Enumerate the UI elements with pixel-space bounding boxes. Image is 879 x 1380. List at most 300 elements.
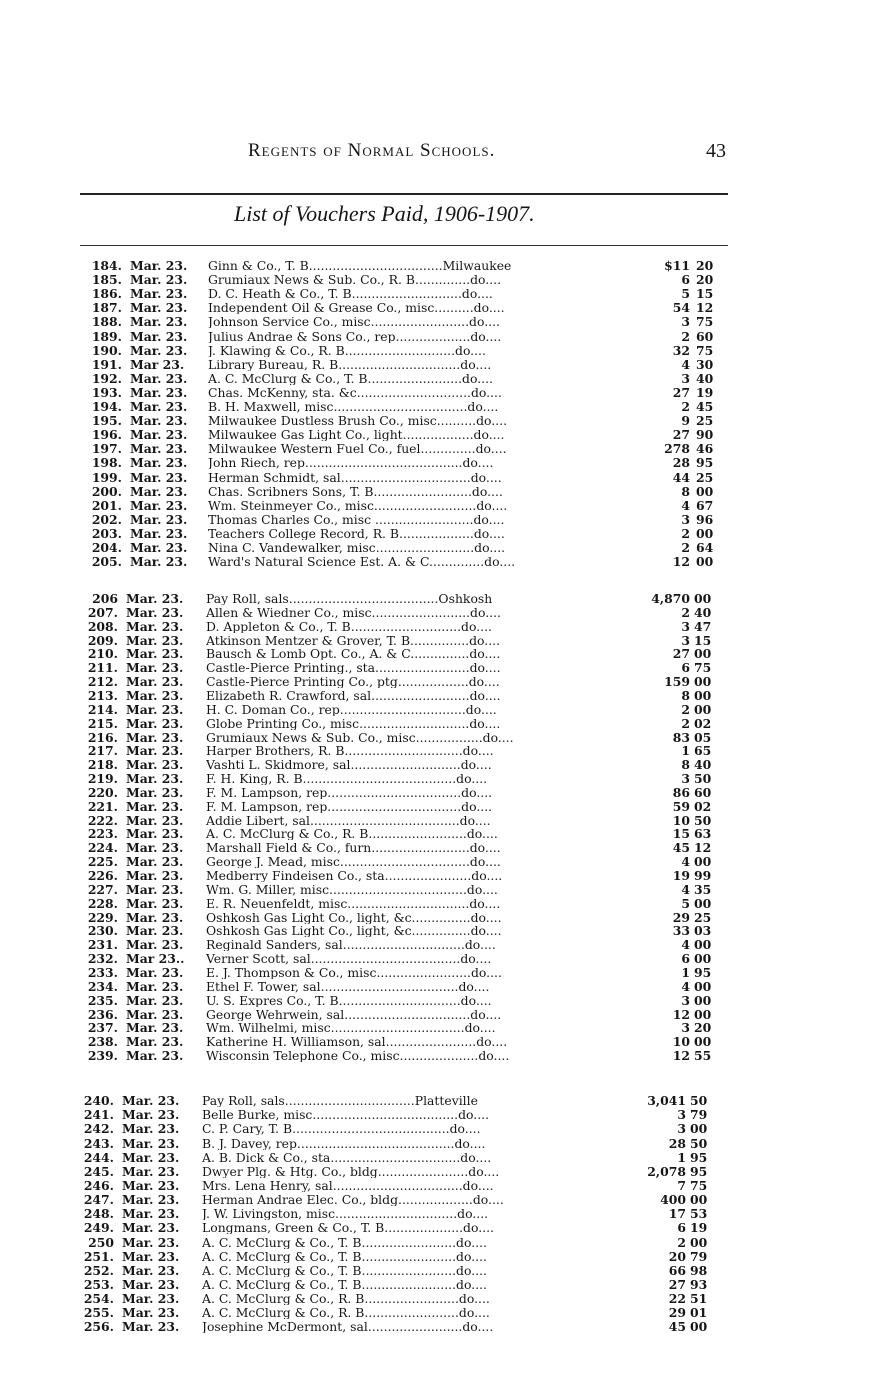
voucher-number: 209.	[87, 632, 118, 648]
voucher-number: 243.	[83, 1135, 114, 1151]
voucher-date: Mar. 23.	[130, 413, 188, 429]
amount-cents: 60	[694, 784, 712, 800]
voucher-date: Mar. 23.	[126, 646, 184, 662]
voucher-date: Mar. 23.	[130, 399, 188, 414]
amount-cents: 00	[694, 591, 712, 606]
amount-cents: 75	[690, 1177, 708, 1193]
amount-cents: 00	[694, 674, 712, 690]
voucher-description: John Riech, rep........................................do....	[208, 456, 494, 470]
amount-dollars: 45	[668, 1319, 686, 1335]
voucher-row	[0, 301, 879, 314]
voucher-row	[0, 883, 879, 896]
title-rule	[80, 245, 728, 246]
voucher-number: 204.	[91, 540, 122, 555]
amount-dollars: 2,078	[647, 1163, 686, 1179]
amount-cents: 00	[694, 1034, 712, 1050]
voucher-description: Vashti L. Skidmore, sal............................do....	[206, 758, 492, 772]
voucher-row	[0, 620, 879, 633]
voucher-description: Allen & Wiedner Co., misc.........................do....	[206, 605, 501, 619]
voucher-date: Mar. 23.	[126, 757, 184, 773]
voucher-description: A. C. McClurg & Co., T. B........................do....	[202, 1249, 487, 1263]
voucher-number: 210.	[87, 646, 118, 662]
amount-dollars: 54	[672, 300, 690, 316]
voucher-date: Mar. 23.	[126, 771, 184, 786]
voucher-number: 234.	[87, 978, 118, 994]
amount-cents: 50	[694, 771, 712, 786]
voucher-description: Globe Printing Co., misc............................do....	[206, 716, 501, 730]
voucher-description: Castle-Pierce Printing Co., ptg..................do....	[206, 675, 500, 689]
amount-dollars: 28	[668, 1135, 686, 1151]
voucher-date: Mar. 23.	[126, 895, 184, 911]
amount-cents: 75	[694, 660, 712, 676]
voucher-date: Mar. 23.	[122, 1220, 180, 1236]
amount-cents: 67	[696, 497, 714, 513]
voucher-description: Castle-Pierce Printing., sta........................do....	[206, 661, 501, 675]
voucher-date: Mar. 23.	[126, 784, 184, 800]
voucher-row	[0, 287, 879, 300]
voucher-date: Mar. 23.	[122, 1093, 180, 1108]
voucher-row	[0, 1320, 879, 1333]
voucher-description: Belle Burke, misc.....................................do....	[202, 1108, 490, 1122]
voucher-row	[0, 541, 879, 554]
voucher-date: Mar. 23.	[126, 992, 184, 1008]
amount-cents: 40	[694, 604, 712, 620]
voucher-row	[0, 386, 879, 399]
voucher-description: Elizabeth R. Crawford, sal.........................do....	[206, 689, 501, 702]
amount-dollars: 2	[681, 715, 690, 731]
voucher-number: 198.	[91, 455, 122, 471]
voucher-number: 224.	[87, 840, 118, 856]
voucher-row	[0, 1306, 879, 1319]
amount-dollars: 4	[681, 881, 690, 897]
amount-cents: 95	[696, 455, 714, 471]
voucher-description: F. M. Lampson, rep..................................do....	[206, 799, 493, 813]
voucher-date: Mar. 23.	[126, 798, 184, 814]
amount-dollars: 44	[672, 469, 690, 485]
voucher-number: 252.	[83, 1262, 114, 1278]
amount-dollars: 2	[677, 1234, 686, 1250]
voucher-description: Milwaukee Gas Light Co., light..................do....	[208, 428, 505, 442]
voucher-description: A. B. Dick & Co., sta.................................do....	[202, 1150, 492, 1164]
voucher-description: E. R. Neuenfeldt, misc...............................do....	[206, 896, 501, 910]
amount-cents: 19	[690, 1220, 708, 1236]
voucher-row	[0, 938, 879, 951]
amount-dollars: 22	[668, 1291, 686, 1307]
voucher-number: 240.	[83, 1093, 114, 1108]
voucher-number: 207.	[87, 604, 118, 620]
voucher-description: Ward's Natural Science Est. A. & C..............do....	[208, 555, 516, 569]
voucher-description: Wisconsin Telephone Co., misc....................do....	[206, 1049, 510, 1063]
voucher-number: 212.	[87, 674, 118, 690]
voucher-date: Mar. 23.	[130, 483, 188, 499]
voucher-description: Herman Andrae Elec. Co., bldg...................do....	[202, 1193, 504, 1206]
amount-dollars: 59	[672, 798, 690, 814]
voucher-description: Addie Libert, sal......................................do....	[206, 813, 491, 827]
amount-cents: 00	[694, 978, 712, 994]
amount-dollars: 8	[681, 483, 690, 499]
voucher-row	[0, 1008, 879, 1021]
voucher-description: A. C. McClurg & Co., T. B........................do....	[208, 371, 493, 385]
voucher-description: Library Bureau, R. B...............................do....	[208, 357, 492, 371]
voucher-row	[0, 527, 879, 540]
amount-dollars: 10	[672, 812, 690, 828]
amount-cents: 20	[694, 1020, 712, 1036]
voucher-date: Mar. 23.	[126, 840, 184, 856]
voucher-number: 233.	[87, 964, 118, 980]
amount-dollars: 19	[672, 868, 690, 883]
voucher-description: Julius Andrae & Sons Co., rep...................do....	[208, 329, 502, 343]
amount-dollars: 10	[672, 1034, 690, 1050]
voucher-description: Medberry Findeisen Co., sta......................do....	[206, 869, 503, 882]
voucher-number: 200.	[91, 483, 122, 499]
amount-cents: 02	[694, 715, 712, 731]
voucher-description: Independent Oil & Grease Co., misc..........do....	[208, 301, 505, 315]
voucher-number: 228.	[87, 895, 118, 911]
amount-dollars: 3,041	[647, 1093, 686, 1108]
voucher-description: George Wehrwein, sal................................do....	[206, 1007, 502, 1021]
voucher-date: Mar. 23.	[122, 1305, 180, 1321]
amount-dollars: 4,870	[651, 591, 690, 606]
voucher-number: 242.	[83, 1121, 114, 1137]
voucher-row	[0, 555, 879, 568]
voucher-description: Nina C. Vandewalker, misc.........................do....	[208, 541, 506, 554]
amount-dollars: 4	[681, 937, 690, 953]
voucher-number: 219.	[87, 771, 118, 786]
voucher-number: 188.	[91, 314, 122, 330]
voucher-number: 203.	[91, 525, 122, 541]
amount-dollars: 3	[681, 1020, 690, 1036]
voucher-row	[0, 499, 879, 512]
voucher-description: Katherine H. Williamson, sal.......................do....	[206, 1035, 508, 1049]
amount-cents: 00	[696, 554, 714, 570]
voucher-date: Mar. 23.	[122, 1262, 180, 1278]
amount-cents: 95	[694, 964, 712, 980]
voucher-description: Grumiaux News & Sub. Co., R. B..............do....	[208, 273, 502, 287]
voucher-number: 201.	[91, 497, 122, 513]
voucher-row	[0, 1049, 879, 1062]
amount-dollars: 27	[672, 646, 690, 662]
voucher-date: Mar. 23.	[130, 441, 188, 457]
voucher-number: 250	[88, 1234, 114, 1250]
amount-cents: 00	[694, 937, 712, 953]
voucher-date: Mar. 23.	[122, 1121, 180, 1137]
amount-cents: 53	[690, 1206, 708, 1222]
voucher-description: Josephine McDermont, sal........................do....	[202, 1320, 494, 1334]
amount-dollars: 2	[681, 604, 690, 620]
voucher-description: A. C. McClurg & Co., R. B........................do....	[202, 1292, 490, 1306]
voucher-description: A. C. McClurg & Co., T. B........................do....	[202, 1263, 487, 1277]
voucher-number: 213.	[87, 688, 118, 703]
voucher-date: Mar. 23.	[130, 455, 188, 471]
voucher-date: Mar. 23.	[130, 511, 188, 527]
voucher-date: Mar. 23.	[122, 1248, 180, 1264]
amount-cents: 93	[690, 1277, 708, 1292]
voucher-date: Mar. 23.	[130, 314, 188, 330]
running-header: Regents of Normal Schools.	[248, 140, 496, 161]
voucher-number: 206	[92, 591, 118, 606]
voucher-row	[0, 786, 879, 799]
voucher-row	[0, 758, 879, 771]
voucher-number: 195.	[91, 413, 122, 429]
voucher-date: Mar. 23.	[130, 258, 188, 273]
voucher-description: Oshkosh Gas Light Co., light, &c...............do....	[206, 924, 502, 938]
voucher-description: Milwaukee Dustless Brush Co., misc..........do....	[208, 414, 508, 428]
voucher-description: Johnson Service Co., misc.........................do....	[208, 315, 500, 329]
amount-cents: 95	[690, 1163, 708, 1179]
amount-dollars: 6	[681, 660, 690, 676]
voucher-number: 190.	[91, 342, 122, 358]
voucher-date: Mar. 23.	[126, 937, 184, 953]
voucher-date: Mar. 23.	[122, 1234, 180, 1250]
voucher-number: 196.	[91, 427, 122, 443]
voucher-number: 214.	[87, 701, 118, 717]
amount-dollars: $11	[664, 258, 690, 273]
voucher-row	[0, 772, 879, 785]
amount-cents: 00	[694, 646, 712, 662]
amount-cents: 12	[696, 300, 714, 316]
amount-dollars: 400	[660, 1192, 686, 1207]
voucher-date: Mar. 23.	[126, 978, 184, 994]
amount-cents: 46	[696, 441, 714, 457]
voucher-number: 232.	[87, 951, 118, 967]
voucher-row	[0, 372, 879, 385]
voucher-date: Mar. 23.	[122, 1163, 180, 1179]
voucher-row	[0, 1221, 879, 1234]
voucher-number: 225.	[87, 854, 118, 870]
voucher-description: Harper Brothers, R. B..............................do....	[206, 744, 494, 758]
voucher-date: Mar. 23.	[126, 964, 184, 980]
amount-cents: 00	[694, 1006, 712, 1022]
voucher-date: Mar. 23.	[126, 868, 184, 883]
voucher-row	[0, 952, 879, 965]
voucher-number: 227.	[87, 881, 118, 897]
voucher-number: 189.	[91, 328, 122, 344]
amount-cents: 98	[690, 1262, 708, 1278]
voucher-description: Bausch & Lomb Opt. Co., A. & C...............do....	[206, 647, 501, 661]
voucher-row	[0, 606, 879, 619]
amount-cents: 40	[696, 370, 714, 386]
voucher-date: Mar. 23.	[126, 909, 184, 925]
voucher-date: Mar. 23.	[126, 632, 184, 648]
amount-cents: 05	[694, 729, 712, 745]
amount-dollars: 3	[681, 314, 690, 330]
voucher-row	[0, 344, 879, 357]
voucher-row	[0, 647, 879, 660]
amount-cents: 25	[694, 909, 712, 925]
voucher-row	[0, 1193, 879, 1206]
voucher-number: 211.	[87, 660, 118, 676]
amount-dollars: 7	[677, 1177, 686, 1193]
amount-dollars: 8	[681, 688, 690, 703]
amount-dollars: 29	[672, 909, 690, 925]
voucher-row	[0, 1021, 879, 1034]
voucher-row	[0, 703, 879, 716]
voucher-description: Atkinson Mentzer & Grover, T. B...............do....	[206, 633, 501, 647]
amount-cents: 40	[694, 757, 712, 773]
voucher-number: 208.	[87, 618, 118, 634]
amount-cents: 00	[694, 854, 712, 870]
amount-dollars: 2	[681, 525, 690, 541]
voucher-row	[0, 442, 879, 455]
voucher-number: 186.	[91, 286, 122, 302]
voucher-row	[0, 513, 879, 526]
voucher-date: Mar. 23.	[126, 1034, 184, 1050]
voucher-description: F. H. King, R. B.......................................do....	[206, 772, 488, 785]
voucher-date: Mar. 23.	[122, 1291, 180, 1307]
amount-cents: 02	[694, 798, 712, 814]
amount-cents: 00	[696, 525, 714, 541]
voucher-date: Mar. 23.	[126, 1006, 184, 1022]
voucher-number: 238.	[87, 1034, 118, 1050]
amount-cents: 00	[694, 951, 712, 967]
header-rule	[80, 193, 728, 195]
voucher-description: Oshkosh Gas Light Co., light, &c...............do....	[206, 910, 502, 924]
amount-dollars: 3	[681, 511, 690, 527]
amount-dollars: 28	[672, 455, 690, 471]
amount-cents: 90	[696, 427, 714, 443]
voucher-row	[0, 897, 879, 910]
voucher-number: 217.	[87, 743, 118, 759]
voucher-row	[0, 1094, 879, 1107]
amount-dollars: 3	[681, 618, 690, 634]
amount-cents: 50	[690, 1093, 708, 1108]
voucher-row	[0, 966, 879, 979]
amount-cents: 79	[690, 1248, 708, 1264]
voucher-date: Mar. 23.	[126, 826, 184, 842]
voucher-date: Mar. 23.	[126, 660, 184, 676]
voucher-row	[0, 1165, 879, 1178]
voucher-date: Mar. 23.	[130, 370, 188, 386]
voucher-date: Mar. 23.	[122, 1277, 180, 1292]
voucher-date: Mar. 23.	[126, 854, 184, 870]
voucher-description: B. J. Davey, rep........................................do....	[202, 1136, 486, 1150]
voucher-date: Mar. 23.	[126, 715, 184, 731]
voucher-row	[0, 428, 879, 441]
voucher-date: Mar. 23.	[126, 591, 184, 606]
amount-cents: 00	[690, 1319, 708, 1335]
amount-cents: 64	[696, 540, 714, 555]
amount-dollars: 17	[668, 1206, 686, 1222]
voucher-description: A. C. McClurg & Co., T. B........................do....	[202, 1235, 487, 1249]
voucher-number: 199.	[91, 469, 122, 485]
voucher-date: Mar. 23.	[126, 618, 184, 634]
voucher-number: 205.	[91, 554, 122, 570]
amount-cents: 75	[696, 314, 714, 330]
voucher-date: Mar. 23.	[122, 1206, 180, 1222]
voucher-description: Milwaukee Western Fuel Co., fuel..............do....	[208, 442, 507, 456]
voucher-date: Mar 23.	[130, 356, 185, 372]
voucher-number: 194.	[91, 399, 122, 414]
voucher-row	[0, 675, 879, 688]
voucher-date: Mar. 23.	[130, 300, 188, 316]
voucher-description: Reginald Sanders, sal...............................do....	[206, 938, 496, 952]
voucher-row	[0, 1207, 879, 1220]
amount-dollars: 5	[681, 895, 690, 911]
voucher-description: C. P. Cary, T. B........................................do....	[202, 1122, 481, 1136]
amount-dollars: 6	[677, 1220, 686, 1236]
voucher-description: Marshall Field & Co., furn.........................do....	[206, 841, 501, 855]
voucher-row	[0, 592, 879, 605]
voucher-row	[0, 358, 879, 371]
amount-dollars: 15	[672, 826, 690, 842]
voucher-row	[0, 1278, 879, 1291]
amount-cents: 63	[694, 826, 712, 842]
voucher-description: E. J. Thompson & Co., misc........................do....	[206, 965, 502, 979]
amount-dollars: 20	[668, 1248, 686, 1264]
voucher-description: Wm. Steinmeyer Co., misc..........................do....	[208, 498, 508, 512]
voucher-row	[0, 1179, 879, 1192]
amount-cents: 12	[694, 840, 712, 856]
amount-dollars: 4	[681, 497, 690, 513]
amount-cents: 00	[690, 1121, 708, 1137]
voucher-row	[0, 980, 879, 993]
amount-dollars: 3	[681, 632, 690, 648]
amount-cents: 00	[696, 483, 714, 499]
voucher-date: Mar. 23.	[126, 688, 184, 703]
voucher-description: Wm. Wilhelmi, misc..................................do....	[206, 1021, 496, 1035]
voucher-number: 184.	[91, 258, 122, 273]
voucher-number: 253.	[83, 1277, 114, 1292]
voucher-number: 247.	[83, 1192, 114, 1207]
amount-dollars: 83	[672, 729, 690, 745]
amount-dollars: 1	[681, 743, 690, 759]
voucher-number: 193.	[91, 384, 122, 400]
amount-dollars: 3	[681, 992, 690, 1008]
voucher-description: F. M. Lampson, rep..................................do....	[206, 785, 493, 799]
voucher-row	[0, 1137, 879, 1150]
amount-dollars: 1	[681, 964, 690, 980]
amount-cents: 00	[690, 1234, 708, 1250]
voucher-number: 223.	[87, 826, 118, 842]
voucher-row	[0, 1236, 879, 1249]
amount-cents: 25	[696, 413, 714, 429]
amount-cents: 47	[694, 618, 712, 634]
voucher-number: 192.	[91, 370, 122, 386]
voucher-number: 255.	[83, 1305, 114, 1321]
voucher-number: 230.	[87, 923, 118, 939]
amount-cents: 51	[690, 1291, 708, 1307]
voucher-description: Wm. G. Miller, misc...................................do....	[206, 882, 498, 896]
voucher-row	[0, 456, 879, 469]
voucher-row	[0, 924, 879, 937]
page-number: 43	[706, 140, 726, 162]
voucher-date: Mar. 23.	[130, 328, 188, 344]
amount-dollars: 278	[664, 441, 690, 457]
voucher-description: J. Klawing & Co., R. B............................do....	[208, 343, 486, 357]
voucher-date: Mar. 23.	[130, 272, 188, 288]
voucher-date: Mar. 23.	[130, 525, 188, 541]
voucher-row	[0, 1292, 879, 1305]
amount-cents: 35	[694, 881, 712, 897]
amount-cents: 00	[690, 1192, 708, 1207]
amount-dollars: 33	[672, 923, 690, 939]
voucher-description: Longmans, Green & Co., T. B....................do....	[202, 1221, 494, 1235]
amount-cents: 15	[694, 632, 712, 648]
voucher-row	[0, 634, 879, 647]
amount-cents: 95	[690, 1149, 708, 1165]
voucher-number: 246.	[83, 1177, 114, 1193]
voucher-date: Mar. 23.	[126, 1048, 184, 1064]
amount-dollars: 2	[681, 399, 690, 414]
voucher-date: Mar. 23.	[122, 1319, 180, 1335]
voucher-row	[0, 731, 879, 744]
voucher-date: Mar. 23.	[130, 540, 188, 555]
voucher-description: B. H. Maxwell, misc..................................do....	[208, 400, 499, 413]
voucher-description: J. W. Livingston, misc...............................do....	[202, 1207, 489, 1221]
voucher-row	[0, 471, 879, 484]
voucher-description: Chas. McKenny, sta. &c.............................do....	[208, 385, 502, 399]
amount-dollars: 9	[681, 413, 690, 429]
